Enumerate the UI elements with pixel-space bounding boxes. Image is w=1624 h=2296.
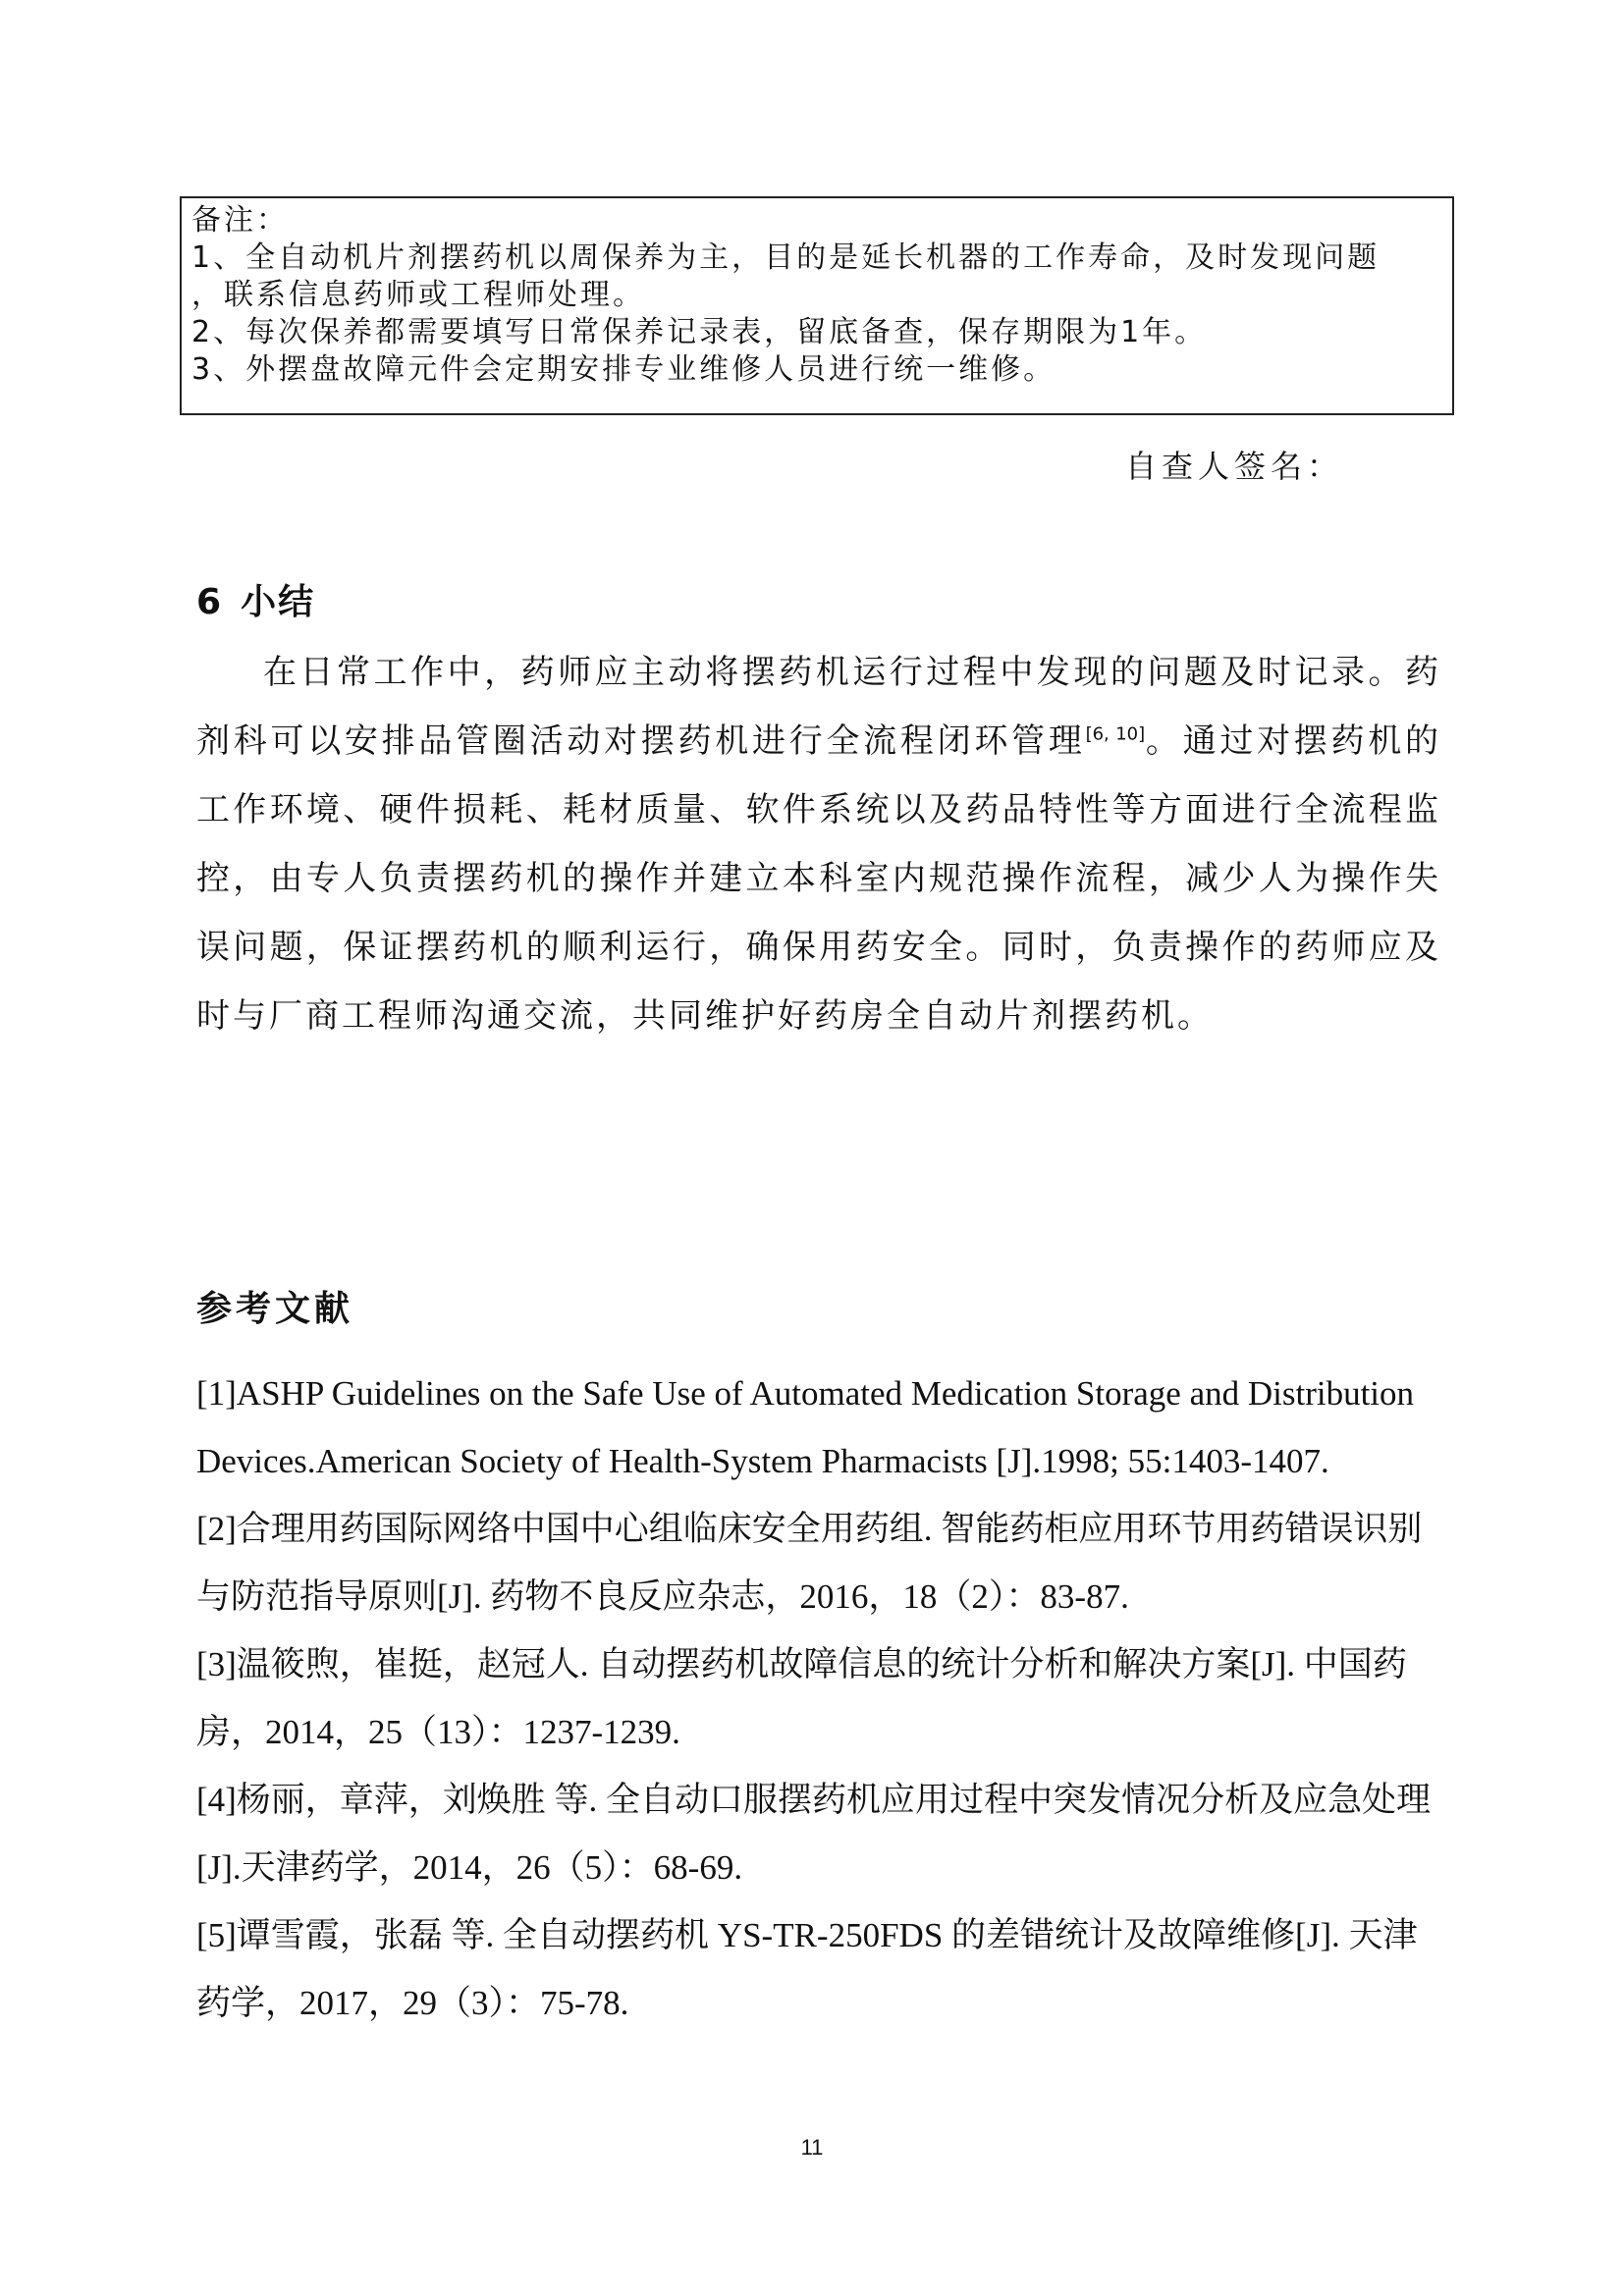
reference-item: [4]杨丽，章萍，刘焕胜 等. 全自动口服摆药机应用过程中突发情况分析及应急处理[J].天津药学，2014，26（5）：68-69.	[196, 1781, 1432, 1887]
remark-line: ，联系信息药师或工程师处理。	[191, 278, 645, 312]
citation-superscript: [6, 10]	[1085, 723, 1146, 745]
reference-list	[196, 1360, 1441, 2037]
remark-line: 1、全自动机片剂摆药机以周保养为主，目的是延长机器的工作寿命，及时发现问题	[191, 240, 1380, 275]
summary-text-part1: 在日常工作中，药师应主动将摆药机运行过程中发现的问题及时记录。药剂科可以安排品管圈活动对摆药机进行全流程闭环管理	[196, 653, 1441, 761]
section-title: 小结	[241, 582, 316, 622]
section-number: 6	[196, 582, 224, 622]
reference-item: [1]ASHP Guidelines on the Safe Use of Automated Medication Storage and Distribution Devices.American Society of Health-System Pharmacists [J].1998; 55:1403-1407.	[196, 1374, 1415, 1480]
summary-paragraph	[196, 638, 1441, 1050]
remark-line: 3、外摆盘故障元件会定期安排专业维修人员进行统一维修。	[191, 352, 1056, 387]
reference-item: [5]谭雪霞，张磊 等. 全自动摆药机 YS-TR-250FDS 的差错统计及故障维修[J]. 天津药学，2017，29（3）：75-78.	[196, 1916, 1418, 2022]
remarks-title: 备注：	[191, 203, 289, 238]
summary-text-part2: 。通过对摆药机的工作环境、硬件损耗、耗材质量、软件系统以及药品特性等方面进行全流程监控，由专人负责摆药机的操作并建立本科室内规范操作流程，减少人为操作失误问题，保证摆药机的顺利运行，确保用药安全。同时，负责操作的药师应及时与厂商工程师沟通交流，共同维护好药房全自动片剂摆药机。	[196, 721, 1441, 1036]
reference-item: [3]温筱煦，崔挺，赵冠人. 自动摆药机故障信息的统计分析和解决方案[J]. 中国药房，2014，25（13）：1237-1239.	[196, 1645, 1407, 1751]
signature-label: 自查人签名：	[1125, 448, 1344, 485]
references-heading: 参考文献	[196, 1289, 354, 1329]
remarks-box	[180, 196, 1454, 415]
section-heading	[196, 574, 315, 624]
remark-line: 2、每次保养都需要填写日常保养记录表，留底备查，保存期限为1年。	[191, 315, 1208, 349]
page-number: 11	[800, 2135, 824, 2160]
reference-item: [2]合理用药国际网络中国中心组临床安全用药组. 智能药柜应用环节用药错误识别与防范指导原则[J]. 药物不良反应杂志，2016，18（2）：83-87.	[196, 1510, 1423, 1616]
